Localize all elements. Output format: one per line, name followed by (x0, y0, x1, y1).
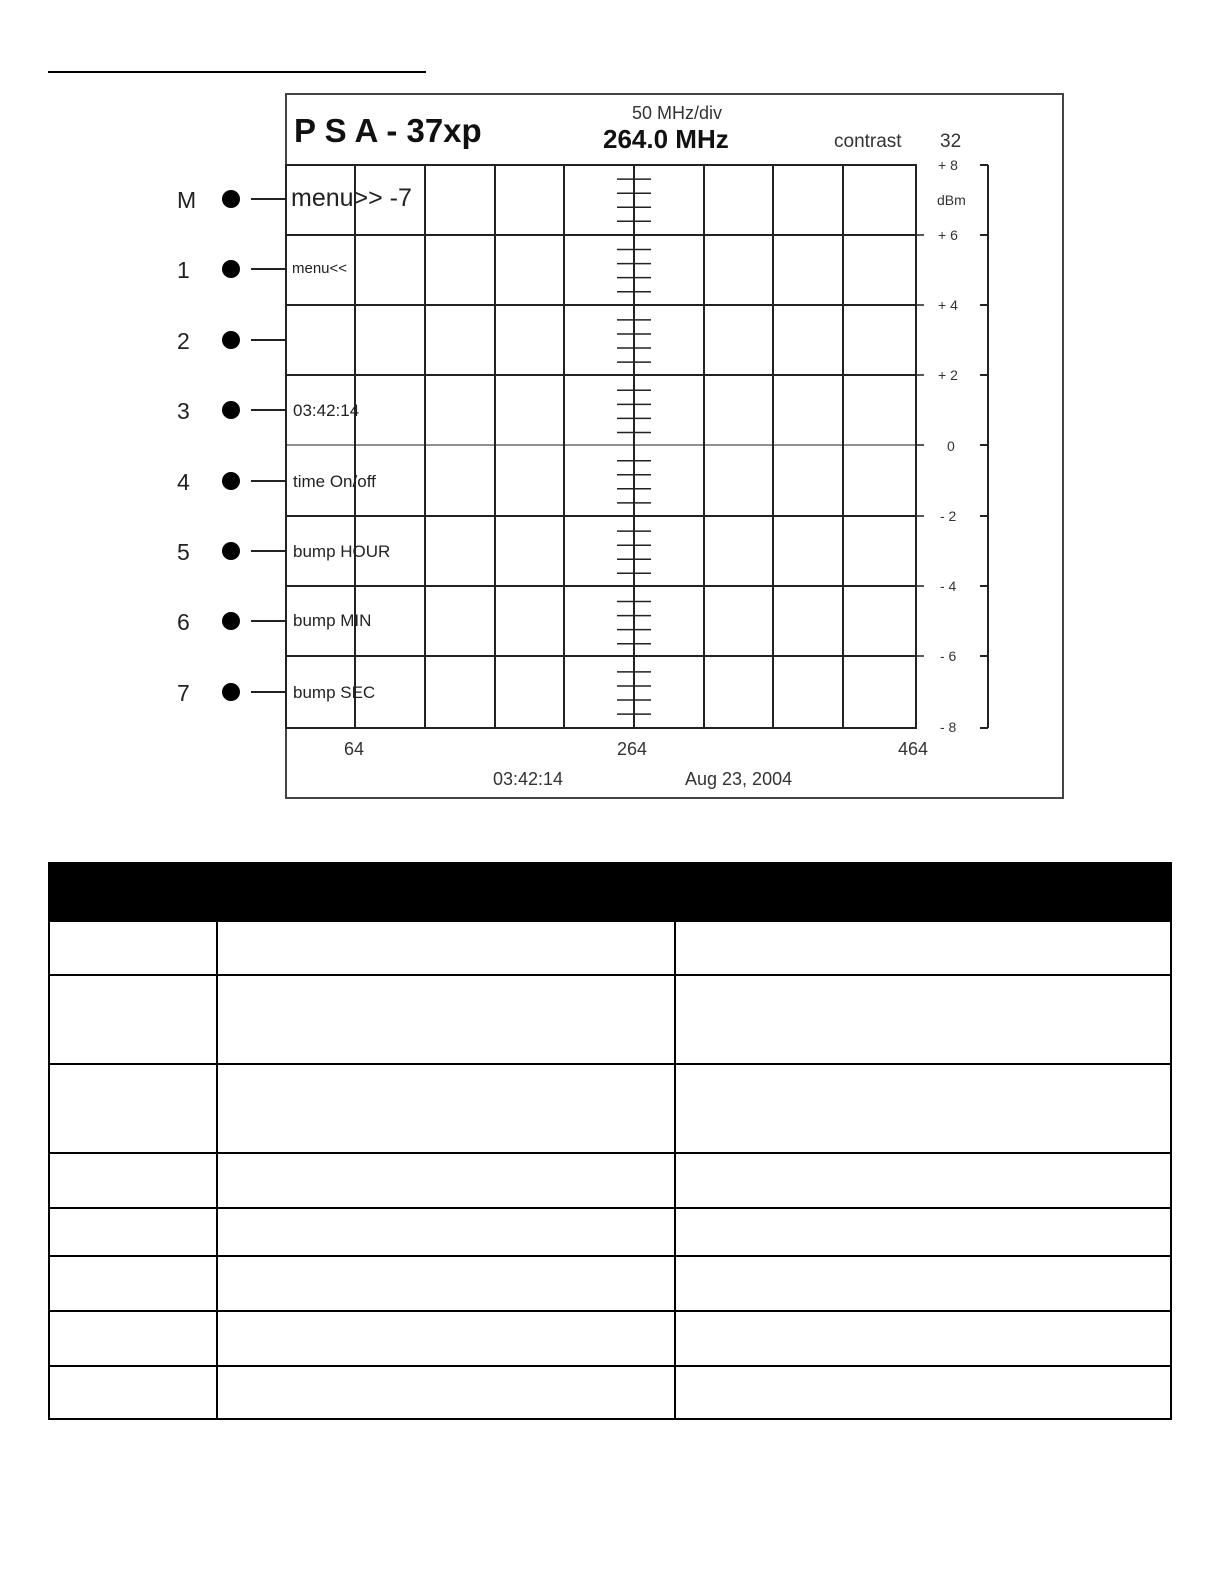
x-tick-label: 264 (617, 739, 648, 759)
x-tick-label: 64 (344, 739, 365, 759)
table-cell (49, 1153, 217, 1208)
button-leader-lines (251, 199, 286, 692)
button-3[interactable] (222, 401, 240, 419)
button-key-2: 2 (177, 328, 190, 354)
button-4[interactable] (222, 472, 240, 490)
table-row (49, 1208, 1171, 1256)
table-cell (675, 1064, 1171, 1153)
table-header-cell (217, 863, 675, 921)
table-cell (675, 921, 1171, 975)
table-cell (217, 1064, 675, 1153)
button-key-4: 4 (177, 469, 190, 495)
dbm-axis-ticks (980, 165, 988, 728)
footer-time: 03:42:14 (493, 769, 564, 789)
table-cell (675, 975, 1171, 1064)
button-key-m: M (177, 187, 197, 213)
menu-text-3: 03:42:14 (293, 401, 360, 420)
table-cell (217, 975, 675, 1064)
table-row (49, 1256, 1171, 1311)
x-tick-label: 464 (898, 739, 929, 759)
contrast-value: 32 (940, 131, 962, 152)
menu-text-m: menu>> -7 (291, 184, 412, 212)
table-row (49, 921, 1171, 975)
table-cell (217, 1311, 675, 1366)
button-7[interactable] (222, 683, 240, 701)
button-key-7: 7 (177, 680, 190, 706)
y-tick-label: + 8 (938, 157, 958, 173)
table-row (49, 975, 1171, 1064)
table-cell (49, 921, 217, 975)
center-frequency: 264.0 MHz (603, 124, 729, 154)
horizontal-grid (286, 235, 916, 656)
vertical-grid (355, 165, 843, 728)
table-header-row (49, 863, 1171, 921)
table-row (49, 1064, 1171, 1153)
table-cell (49, 1208, 217, 1256)
plot-border (286, 165, 916, 728)
function-table (48, 862, 1172, 1420)
button-key-1: 1 (177, 257, 190, 283)
button-6[interactable] (222, 612, 240, 630)
button-key-3: 3 (177, 398, 190, 424)
grid-right-ticks (916, 235, 924, 656)
menu-text-4: time On/off (293, 472, 376, 491)
table-cell (675, 1256, 1171, 1311)
table-header-cell (49, 863, 217, 921)
contrast-label: contrast (834, 131, 902, 152)
y-tick-label: - 8 (940, 719, 957, 735)
footer-date: Aug 23, 2004 (685, 769, 793, 789)
table-cell (217, 1153, 675, 1208)
table-row (49, 1366, 1171, 1419)
table-cell (675, 1366, 1171, 1419)
table-cell (675, 1208, 1171, 1256)
table-row (49, 1311, 1171, 1366)
table-cell (49, 1366, 217, 1419)
y-tick-label: + 4 (938, 297, 958, 313)
table-cell (675, 1153, 1171, 1208)
y-tick-label: + 6 (938, 227, 958, 243)
button-1[interactable] (222, 260, 240, 278)
table-row (49, 1153, 1171, 1208)
button-key-6: 6 (177, 609, 190, 635)
table-cell (217, 1256, 675, 1311)
button-m[interactable] (222, 190, 240, 208)
table-cell (49, 1256, 217, 1311)
y-tick-label: + 2 (938, 367, 958, 383)
y-tick-label: 0 (947, 438, 955, 454)
table-cell (49, 975, 217, 1064)
table-cell (675, 1311, 1171, 1366)
button-2[interactable] (222, 331, 240, 349)
y-tick-label: - 4 (940, 578, 957, 594)
menu-text-6: bump MIN (293, 611, 372, 630)
button-key-5: 5 (177, 539, 190, 565)
button-5[interactable] (222, 542, 240, 560)
table-cell (217, 921, 675, 975)
table-cell (49, 1311, 217, 1366)
table-header-cell (675, 863, 1171, 921)
y-tick-label: - 2 (940, 508, 957, 524)
menu-text-7: bump SEC (293, 683, 376, 702)
dbm-unit-label: dBm (937, 192, 966, 208)
menu-text-5: bump HOUR (293, 542, 391, 561)
table-cell (49, 1064, 217, 1153)
menu-text-1: menu<< (292, 260, 348, 277)
device-title: P S A - 37xp (294, 112, 482, 149)
table-cell (217, 1366, 675, 1419)
y-tick-label: - 6 (940, 648, 957, 664)
table-cell (217, 1208, 675, 1256)
scale-per-div: 50 MHz/div (632, 103, 723, 123)
